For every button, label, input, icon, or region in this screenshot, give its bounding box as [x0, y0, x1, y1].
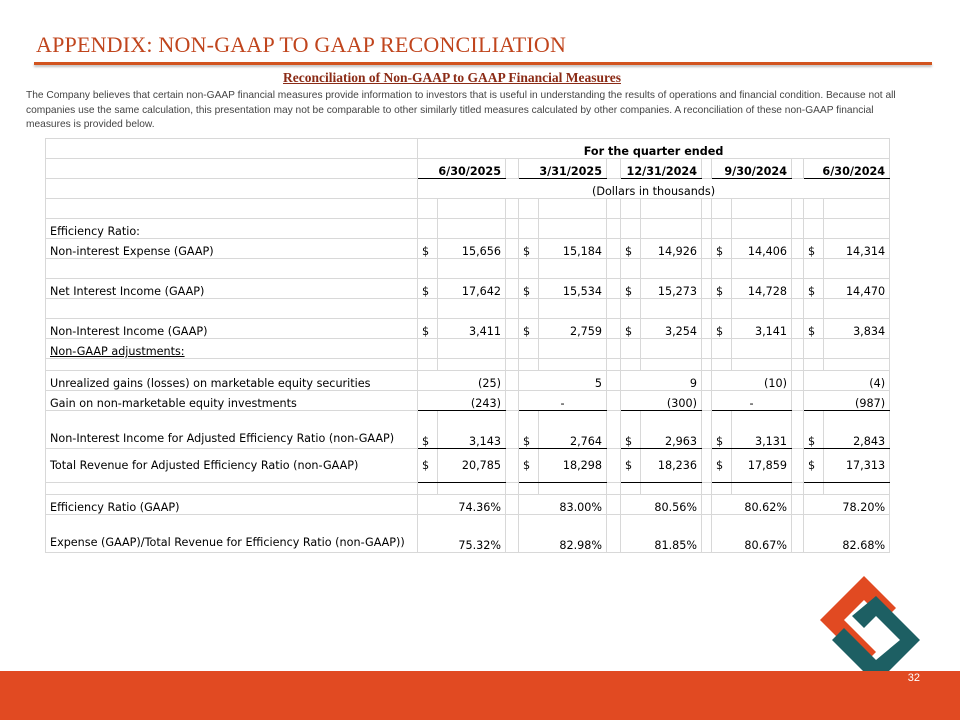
- spacer-row: [46, 199, 890, 219]
- row-label: Total Revenue for Adjusted Efficiency Ratio (non-GAAP): [46, 449, 418, 483]
- currency-symbol: $: [418, 319, 438, 339]
- cell-value: 5: [519, 371, 607, 391]
- currency-symbol: $: [804, 411, 824, 449]
- spacer-row: [46, 359, 890, 371]
- currency-symbol: $: [804, 319, 824, 339]
- currency-symbol: $: [519, 319, 539, 339]
- cell-value: 14,470: [824, 279, 890, 299]
- currency-symbol: $: [519, 279, 539, 299]
- cell-value: (25): [418, 371, 506, 391]
- currency-symbol: $: [804, 239, 824, 259]
- currency-symbol: $: [418, 239, 438, 259]
- units-row: [46, 179, 890, 199]
- spacer-row: [46, 259, 890, 279]
- date-header: 9/30/2024: [712, 159, 792, 179]
- cell-value: 3,131: [732, 411, 792, 449]
- section-row: [46, 219, 890, 239]
- cell-value: 15,656: [438, 239, 506, 259]
- cell-value: 3,143: [438, 411, 506, 449]
- date-header-row: [46, 159, 890, 179]
- cell-value: 75.32%: [418, 515, 506, 553]
- date-header: 6/30/2024: [804, 159, 890, 179]
- cell-value: -: [712, 391, 792, 411]
- cell-value: 14,926: [641, 239, 702, 259]
- row-label: Non-Interest Income for Adjusted Efficiency Ratio (non-GAAP): [46, 411, 418, 449]
- row-label: Expense (GAAP)/Total Revenue for Efficiency Ratio (non-GAAP)): [46, 515, 418, 553]
- currency-symbol: $: [418, 279, 438, 299]
- currency-symbol: $: [418, 411, 438, 449]
- date-header: 6/30/2025: [418, 159, 506, 179]
- cell-value: 2,843: [824, 411, 890, 449]
- cell-value: 15,273: [641, 279, 702, 299]
- slide-title: APPENDIX: NON-GAAP TO GAAP RECONCILIATION: [36, 32, 567, 57]
- table-row: [46, 391, 890, 411]
- cell-value: (300): [621, 391, 702, 411]
- cell-value: 3,834: [824, 319, 890, 339]
- cell-value: 2,963: [641, 411, 702, 449]
- table-row: [46, 279, 890, 299]
- cell-value: 18,236: [641, 449, 702, 483]
- cell-value: 80.62%: [712, 495, 792, 515]
- spacer-row: [46, 483, 890, 495]
- currency-symbol: $: [621, 279, 641, 299]
- currency-symbol: $: [519, 449, 539, 483]
- period-header-row: [46, 139, 890, 159]
- currency-symbol: $: [712, 449, 732, 483]
- table-row: [46, 495, 890, 515]
- row-label: Non-Interest Income (GAAP): [46, 319, 418, 339]
- cell-value: -: [519, 391, 607, 411]
- currency-symbol: $: [712, 411, 732, 449]
- table-row: [46, 411, 890, 449]
- cell-value: 80.67%: [712, 515, 792, 553]
- title-divider: [34, 62, 932, 65]
- row-label: Gain on non-marketable equity investments: [46, 391, 418, 411]
- cell-value: 14,728: [732, 279, 792, 299]
- footer-band: [0, 671, 960, 720]
- cell-value: 82.68%: [804, 515, 890, 553]
- currency-symbol: $: [621, 319, 641, 339]
- currency-symbol: $: [804, 279, 824, 299]
- period-header: For the quarter ended: [418, 139, 890, 159]
- cell-value: 14,314: [824, 239, 890, 259]
- date-header: 3/31/2025: [519, 159, 607, 179]
- cell-value: 9: [621, 371, 702, 391]
- adjustments-header-row: [46, 339, 890, 359]
- currency-symbol: $: [804, 449, 824, 483]
- table-row: [46, 319, 890, 339]
- currency-symbol: $: [712, 239, 732, 259]
- currency-symbol: $: [712, 319, 732, 339]
- cell-value: (10): [712, 371, 792, 391]
- cell-value: 74.36%: [418, 495, 506, 515]
- cell-value: 15,184: [539, 239, 607, 259]
- cell-value: 80.56%: [621, 495, 702, 515]
- table-subtitle: Reconciliation of Non-GAAP to GAAP Financial Measures: [283, 70, 621, 85]
- table-row: [46, 449, 890, 483]
- currency-symbol: $: [519, 239, 539, 259]
- table-row: [46, 515, 890, 553]
- date-header: 12/31/2024: [621, 159, 702, 179]
- cell-value: 17,313: [824, 449, 890, 483]
- cell-value: 17,642: [438, 279, 506, 299]
- row-label: Unrealized gains (losses) on marketable equity securities: [46, 371, 418, 391]
- cell-value: (4): [804, 371, 890, 391]
- currency-symbol: $: [621, 239, 641, 259]
- cell-value: 20,785: [438, 449, 506, 483]
- cell-value: (987): [804, 391, 890, 411]
- cell-value: 78.20%: [804, 495, 890, 515]
- cell-value: (243): [418, 391, 506, 411]
- cell-value: 2,764: [539, 411, 607, 449]
- intro-paragraph: The Company believes that certain non-GAAP financial measures provide information to investors that is useful in understanding the results of operations and financial condition. Because not all companies use the same calculation, this presentation may not be comparable to other similarly titled measures calculated by other companies. A reconciliation of these non-GAAP financial measures is provided below.: [26, 90, 896, 131]
- currency-symbol: $: [621, 449, 641, 483]
- cell-value: 3,411: [438, 319, 506, 339]
- row-label: Non-interest Expense (GAAP): [46, 239, 418, 259]
- table-row: [46, 239, 890, 259]
- cell-value: 18,298: [539, 449, 607, 483]
- cell-value: 3,141: [732, 319, 792, 339]
- row-label: Net Interest Income (GAAP): [46, 279, 418, 299]
- row-label: Efficiency Ratio (GAAP): [46, 495, 418, 515]
- table-row: [46, 371, 890, 391]
- cell-value: 82.98%: [519, 515, 607, 553]
- currency-symbol: $: [621, 411, 641, 449]
- currency-symbol: $: [712, 279, 732, 299]
- cell-value: 3,254: [641, 319, 702, 339]
- currency-symbol: $: [519, 411, 539, 449]
- spacer-row: [46, 299, 890, 319]
- cell-value: 17,859: [732, 449, 792, 483]
- page-number: 32: [907, 672, 920, 684]
- cell-value: 15,534: [539, 279, 607, 299]
- adjustments-label: Non-GAAP adjustments:: [50, 345, 185, 358]
- reconciliation-table: [45, 138, 890, 553]
- cell-value: 2,759: [539, 319, 607, 339]
- cell-value: 14,406: [732, 239, 792, 259]
- units-label: (Dollars in thousands): [418, 179, 890, 199]
- cell-value: 83.00%: [519, 495, 607, 515]
- currency-symbol: $: [418, 449, 438, 483]
- cell-value: 81.85%: [621, 515, 702, 553]
- section-label: Efficiency Ratio:: [46, 219, 418, 239]
